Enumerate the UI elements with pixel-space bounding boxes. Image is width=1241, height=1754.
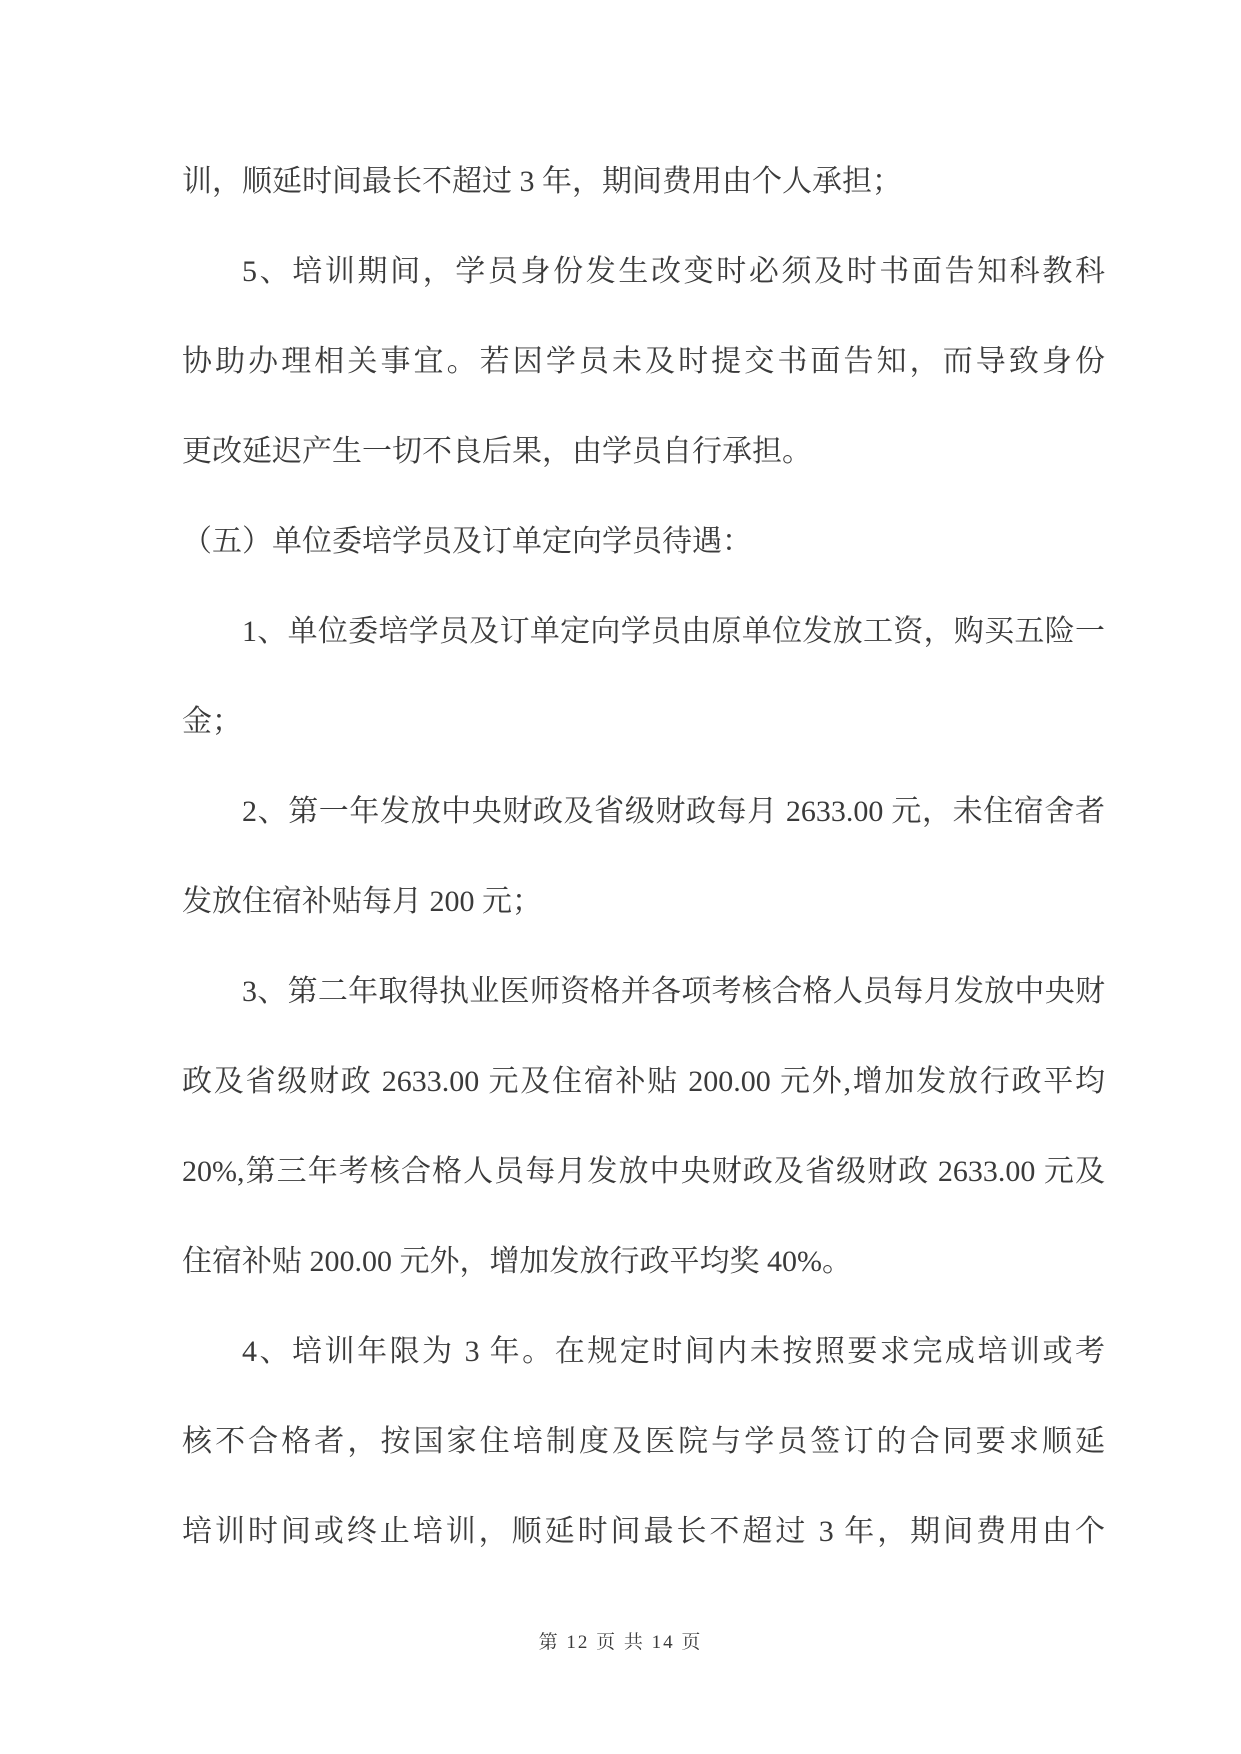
text-line: 训，顺延时间最长不超过 3 年，期间费用由个人承担； [182, 165, 902, 198]
text-line: 2、第一年发放中央财政及省级财政每月 2633.00 元，未住宿舍者 [242, 795, 1105, 828]
text-line: 金； [182, 705, 242, 738]
section-heading-line: （五）单位委培学员及订单定向学员待遇： [182, 525, 752, 558]
text-line: 住宿补贴 200.00 元外，增加发放行政平均奖 40%。 [182, 1245, 852, 1278]
page-number: 第 12 页 共 14 页 [538, 1632, 703, 1653]
text-line: 4、培训年限为 3 年。在规定时间内未按照要求完成培训或考 [242, 1335, 1105, 1368]
text-line: 发放住宿补贴每月 200 元； [182, 885, 542, 918]
text-line: 核不合格者，按国家住培制度及医院与学员签订的合同要求顺延 [182, 1425, 1105, 1458]
text-line: 5、培训期间，学员身份发生改变时必须及时书面告知科教科 [242, 255, 1105, 288]
document-body [182, 137, 1105, 1577]
text-line: 20%,第三年考核合格人员每月发放中央财政及省级财政 2633.00 元及 [182, 1155, 1105, 1188]
text-line: 更改延迟产生一切不良后果，由学员自行承担。 [182, 435, 812, 468]
text-line: 协助办理相关事宜。若因学员未及时提交书面告知，而导致身份 [182, 345, 1105, 378]
text-line: 1、单位委培学员及订单定向学员由原单位发放工资，购买五险一 [242, 615, 1105, 648]
text-line: 培训时间或终止培训，顺延时间最长不超过 3 年，期间费用由个 [182, 1515, 1105, 1548]
text-line: 政及省级财政 2633.00 元及住宿补贴 200.00 元外,增加发放行政平均 [182, 1065, 1105, 1098]
text-line: 3、第二年取得执业医师资格并各项考核合格人员每月发放中央财 [242, 975, 1105, 1008]
